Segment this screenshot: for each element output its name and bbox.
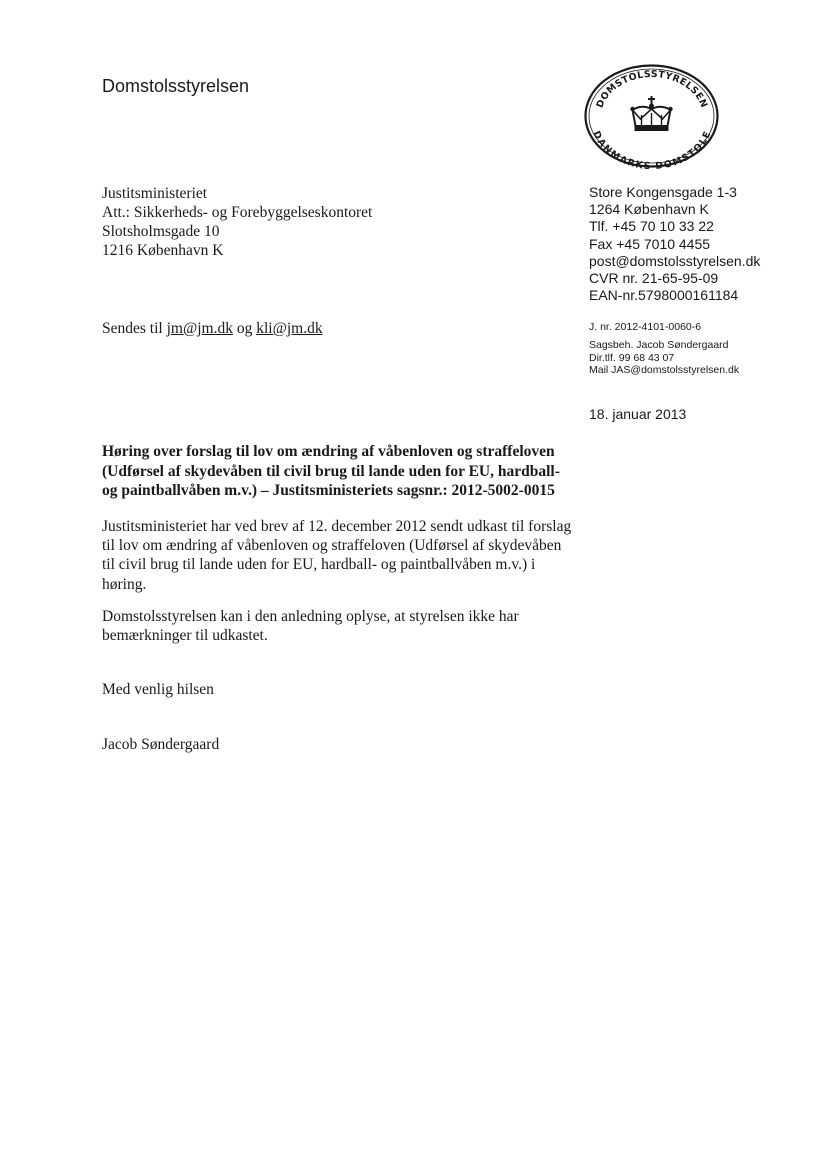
email-link-jm[interactable]: jm@jm.dk <box>166 320 233 337</box>
journal-number: J. nr. 2012-4101-0060-6 <box>589 321 702 333</box>
svg-text:DANMARKS DOMSTOLE <box>590 130 714 169</box>
recipient-line: Slotsholmsgade 10 <box>102 223 220 240</box>
contact-line: 1264 København K <box>589 201 709 218</box>
direct-phone: Dir.tlf. 99 68 43 07 <box>589 351 675 364</box>
recipient-address <box>102 184 372 260</box>
recipient-line: Justitsministeriet <box>102 185 208 202</box>
send-to-line <box>102 320 323 338</box>
paragraph-line: bemærkninger til udkastet. <box>102 627 268 645</box>
subject-line: Høring over forslag til lov om ændring af våbenloven og straffeloven <box>102 443 555 460</box>
contact-line: CVR nr. 21-65-95-09 <box>589 270 719 287</box>
reference-block <box>589 321 739 377</box>
subject-heading <box>102 442 602 501</box>
paragraph-line: Justitsministeriet har ved brev af 12. december 2012 sendt udkast til forslag <box>102 518 572 535</box>
caseworker-email: Mail JAS@domstolsstyrelsen.dk <box>589 364 740 377</box>
organization-name: Domstolsstyrelsen <box>102 76 250 96</box>
caseworker: Sagsbeh. Jacob Søndergaard <box>589 339 729 352</box>
crown-icon <box>630 96 672 131</box>
seal-top-text: DOMSTOLSSTYRELSEN <box>594 68 710 110</box>
closing-salutation: Med venlig hilsen <box>102 681 214 698</box>
body-paragraph-1 <box>102 517 592 594</box>
sender-contact-block <box>589 184 760 304</box>
email-link-kli[interactable]: kli@jm.dk <box>256 320 323 337</box>
seal-bottom-text: DANMARKS DOMSTOLE <box>590 129 714 169</box>
subject-line: (Udførsel af skydevåben til civil brug til lande uden for EU, hardball- <box>102 462 560 480</box>
court-seal <box>583 63 720 169</box>
contact-line: EAN-nr.5798000161184 <box>589 287 739 304</box>
contact-line: Fax +45 7010 4455 <box>589 235 711 252</box>
contact-line: Store Kongensgade 1-3 <box>589 184 737 200</box>
contact-email: post@domstolsstyrelsen.dk <box>589 252 761 269</box>
recipient-line: 1216 København K <box>102 242 224 259</box>
send-to-joiner: og <box>232 320 257 337</box>
body-paragraph-2 <box>102 607 592 645</box>
subject-line: og paintballvåben m.v.) – Justitsministeriets sagsnr.: 2012-5002-0015 <box>102 482 555 499</box>
contact-line: Tlf. +45 70 10 33 22 <box>589 218 714 235</box>
letter-date: 18. januar 2013 <box>589 406 687 422</box>
paragraph-line: høring. <box>102 575 147 593</box>
signature-name: Jacob Søndergaard <box>102 736 220 753</box>
recipient-line: Att.: Sikkerheds- og Forebyggelseskontoret <box>102 204 373 221</box>
paragraph-line: til civil brug til lande uden for EU, hardball- og paintballvåben m.v.) i <box>102 556 536 574</box>
paragraph-line: Domstolsstyrelsen kan i den anledning oplyse, at styrelsen ikke har <box>102 608 519 625</box>
paragraph-line: til lov om ændring af våbenloven og straffeloven (Udførsel af skydevåben <box>102 537 562 555</box>
send-to-prefix: Sendes til <box>102 320 167 337</box>
